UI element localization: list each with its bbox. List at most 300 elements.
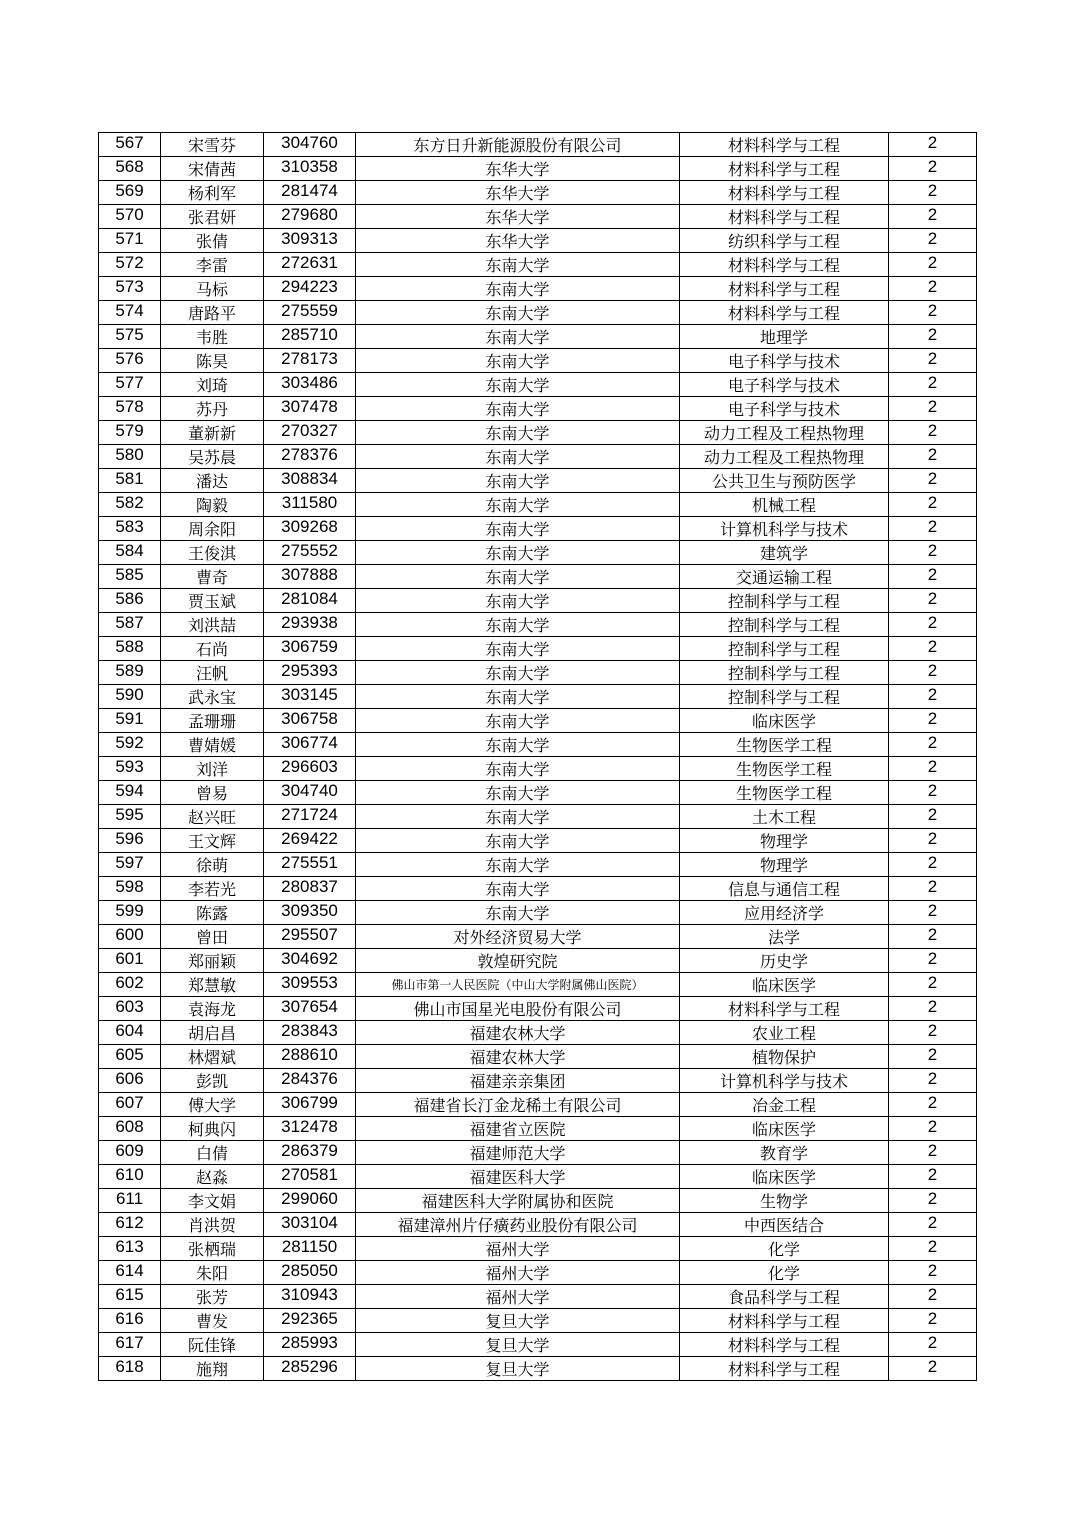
name-cell: 陈露 — [161, 901, 264, 925]
count-cell: 2 — [889, 325, 977, 349]
table-row — [99, 1189, 977, 1213]
name-cell: 王俊淇 — [161, 541, 264, 565]
name-cell: 陶毅 — [161, 493, 264, 517]
table-row — [99, 997, 977, 1021]
row-index-cell: 581 — [99, 469, 161, 493]
table-row — [99, 133, 977, 157]
table-row — [99, 757, 977, 781]
id-cell: 275551 — [264, 853, 356, 877]
row-index-cell: 594 — [99, 781, 161, 805]
discipline-cell: 生物医学工程 — [680, 781, 889, 805]
count-cell: 2 — [889, 685, 977, 709]
row-index-cell: 589 — [99, 661, 161, 685]
name-cell: 肖洪贺 — [161, 1213, 264, 1237]
discipline-cell: 材料科学与工程 — [680, 997, 889, 1021]
count-cell: 2 — [889, 1309, 977, 1333]
name-cell: 刘琦 — [161, 373, 264, 397]
row-index-cell: 602 — [99, 973, 161, 997]
discipline-cell: 控制科学与工程 — [680, 613, 889, 637]
institution-cell: 东南大学 — [356, 373, 680, 397]
count-cell: 2 — [889, 301, 977, 325]
institution-cell: 东南大学 — [356, 517, 680, 541]
id-cell: 278376 — [264, 445, 356, 469]
discipline-cell: 教育学 — [680, 1141, 889, 1165]
row-index-cell: 584 — [99, 541, 161, 565]
name-cell: 李雷 — [161, 253, 264, 277]
row-index-cell: 577 — [99, 373, 161, 397]
discipline-cell: 计算机科学与技术 — [680, 1069, 889, 1093]
name-cell: 宋雪芬 — [161, 133, 264, 157]
id-cell: 312478 — [264, 1117, 356, 1141]
institution-cell: 东南大学 — [356, 541, 680, 565]
discipline-cell: 控制科学与工程 — [680, 589, 889, 613]
id-cell: 303145 — [264, 685, 356, 709]
row-index-cell: 605 — [99, 1045, 161, 1069]
name-cell: 武永宝 — [161, 685, 264, 709]
institution-cell: 东南大学 — [356, 805, 680, 829]
name-cell: 傅大学 — [161, 1093, 264, 1117]
discipline-cell: 纺织科学与工程 — [680, 229, 889, 253]
row-index-cell: 599 — [99, 901, 161, 925]
count-cell: 2 — [889, 661, 977, 685]
roster-table — [98, 132, 977, 1381]
name-cell: 苏丹 — [161, 397, 264, 421]
id-cell: 285993 — [264, 1333, 356, 1357]
row-index-cell: 578 — [99, 397, 161, 421]
discipline-cell: 动力工程及工程热物理 — [680, 445, 889, 469]
count-cell: 2 — [889, 1189, 977, 1213]
row-index-cell: 614 — [99, 1261, 161, 1285]
discipline-cell: 材料科学与工程 — [680, 1357, 889, 1381]
name-cell: 白倩 — [161, 1141, 264, 1165]
discipline-cell: 化学 — [680, 1237, 889, 1261]
id-cell: 310358 — [264, 157, 356, 181]
discipline-cell: 土木工程 — [680, 805, 889, 829]
table-row — [99, 877, 977, 901]
name-cell: 徐萌 — [161, 853, 264, 877]
row-index-cell: 580 — [99, 445, 161, 469]
id-cell: 294223 — [264, 277, 356, 301]
institution-cell: 福建亲亲集团 — [356, 1069, 680, 1093]
table-row — [99, 229, 977, 253]
institution-cell: 东南大学 — [356, 877, 680, 901]
table-row — [99, 301, 977, 325]
row-index-cell: 615 — [99, 1285, 161, 1309]
discipline-cell: 物理学 — [680, 853, 889, 877]
name-cell: 孟珊珊 — [161, 709, 264, 733]
row-index-cell: 567 — [99, 133, 161, 157]
id-cell: 303486 — [264, 373, 356, 397]
table-row — [99, 565, 977, 589]
name-cell: 袁海龙 — [161, 997, 264, 1021]
id-cell: 307654 — [264, 997, 356, 1021]
discipline-cell: 材料科学与工程 — [680, 157, 889, 181]
name-cell: 彭凯 — [161, 1069, 264, 1093]
name-cell: 石尚 — [161, 637, 264, 661]
discipline-cell: 动力工程及工程热物理 — [680, 421, 889, 445]
table-row — [99, 397, 977, 421]
table-row — [99, 541, 977, 565]
table-row — [99, 637, 977, 661]
name-cell: 赵淼 — [161, 1165, 264, 1189]
id-cell: 307888 — [264, 565, 356, 589]
row-index-cell: 610 — [99, 1165, 161, 1189]
row-index-cell: 579 — [99, 421, 161, 445]
discipline-cell: 计算机科学与技术 — [680, 517, 889, 541]
table-row — [99, 925, 977, 949]
id-cell: 295393 — [264, 661, 356, 685]
table-row — [99, 1117, 977, 1141]
table-row — [99, 829, 977, 853]
count-cell: 2 — [889, 733, 977, 757]
institution-cell: 福建农林大学 — [356, 1021, 680, 1045]
discipline-cell: 材料科学与工程 — [680, 301, 889, 325]
id-cell: 272631 — [264, 253, 356, 277]
table-row — [99, 181, 977, 205]
row-index-cell: 617 — [99, 1333, 161, 1357]
table-row — [99, 253, 977, 277]
table-row — [99, 1093, 977, 1117]
institution-cell: 福建医科大学附属协和医院 — [356, 1189, 680, 1213]
discipline-cell: 应用经济学 — [680, 901, 889, 925]
count-cell: 2 — [889, 541, 977, 565]
name-cell: 张芳 — [161, 1285, 264, 1309]
table-row — [99, 1045, 977, 1069]
count-cell: 2 — [889, 445, 977, 469]
count-cell: 2 — [889, 1165, 977, 1189]
count-cell: 2 — [889, 805, 977, 829]
discipline-cell: 电子科学与技术 — [680, 349, 889, 373]
discipline-cell: 控制科学与工程 — [680, 637, 889, 661]
institution-cell: 东南大学 — [356, 397, 680, 421]
name-cell: 张君妍 — [161, 205, 264, 229]
table-row — [99, 469, 977, 493]
name-cell: 汪帆 — [161, 661, 264, 685]
discipline-cell: 机械工程 — [680, 493, 889, 517]
count-cell: 2 — [889, 925, 977, 949]
id-cell: 306774 — [264, 733, 356, 757]
row-index-cell: 596 — [99, 829, 161, 853]
row-index-cell: 582 — [99, 493, 161, 517]
institution-cell: 福建医科大学 — [356, 1165, 680, 1189]
discipline-cell: 交通运输工程 — [680, 565, 889, 589]
table-row — [99, 517, 977, 541]
table-row — [99, 1333, 977, 1357]
id-cell: 306759 — [264, 637, 356, 661]
id-cell: 285296 — [264, 1357, 356, 1381]
count-cell: 2 — [889, 637, 977, 661]
count-cell: 2 — [889, 829, 977, 853]
discipline-cell: 临床医学 — [680, 1117, 889, 1141]
name-cell: 胡启昌 — [161, 1021, 264, 1045]
id-cell: 309268 — [264, 517, 356, 541]
discipline-cell: 材料科学与工程 — [680, 181, 889, 205]
count-cell: 2 — [889, 1285, 977, 1309]
row-index-cell: 601 — [99, 949, 161, 973]
row-index-cell: 607 — [99, 1093, 161, 1117]
row-index-cell: 585 — [99, 565, 161, 589]
name-cell: 王文辉 — [161, 829, 264, 853]
institution-cell: 东华大学 — [356, 229, 680, 253]
discipline-cell: 材料科学与工程 — [680, 253, 889, 277]
count-cell: 2 — [889, 997, 977, 1021]
name-cell: 李若光 — [161, 877, 264, 901]
discipline-cell: 食品科学与工程 — [680, 1285, 889, 1309]
count-cell: 2 — [889, 589, 977, 613]
discipline-cell: 化学 — [680, 1261, 889, 1285]
institution-cell: 东南大学 — [356, 733, 680, 757]
discipline-cell: 历史学 — [680, 949, 889, 973]
institution-cell: 福建省立医院 — [356, 1117, 680, 1141]
count-cell: 2 — [889, 853, 977, 877]
id-cell: 308834 — [264, 469, 356, 493]
discipline-cell: 生物学 — [680, 1189, 889, 1213]
count-cell: 2 — [889, 157, 977, 181]
row-index-cell: 587 — [99, 613, 161, 637]
row-index-cell: 597 — [99, 853, 161, 877]
institution-cell: 福建师范大学 — [356, 1141, 680, 1165]
count-cell: 2 — [889, 373, 977, 397]
name-cell: 朱阳 — [161, 1261, 264, 1285]
table-row — [99, 373, 977, 397]
name-cell: 张栖瑞 — [161, 1237, 264, 1261]
count-cell: 2 — [889, 277, 977, 301]
id-cell: 293938 — [264, 613, 356, 637]
name-cell: 陈昊 — [161, 349, 264, 373]
name-cell: 郑丽颖 — [161, 949, 264, 973]
table-row — [99, 613, 977, 637]
name-cell: 阮佳锋 — [161, 1333, 264, 1357]
discipline-cell: 信息与通信工程 — [680, 877, 889, 901]
id-cell: 309313 — [264, 229, 356, 253]
name-cell: 曹发 — [161, 1309, 264, 1333]
table-row — [99, 661, 977, 685]
table-row — [99, 157, 977, 181]
institution-cell: 东华大学 — [356, 157, 680, 181]
row-index-cell: 570 — [99, 205, 161, 229]
institution-cell: 复旦大学 — [356, 1357, 680, 1381]
table-row — [99, 1237, 977, 1261]
table-row — [99, 973, 977, 997]
count-cell: 2 — [889, 613, 977, 637]
institution-cell: 东南大学 — [356, 661, 680, 685]
id-cell: 271724 — [264, 805, 356, 829]
table-row — [99, 445, 977, 469]
institution-cell: 东华大学 — [356, 205, 680, 229]
id-cell: 286379 — [264, 1141, 356, 1165]
institution-cell: 东南大学 — [356, 445, 680, 469]
name-cell: 李文娟 — [161, 1189, 264, 1213]
row-index-cell: 572 — [99, 253, 161, 277]
institution-cell: 福建漳州片仔癀药业股份有限公司 — [356, 1213, 680, 1237]
institution-cell: 敦煌研究院 — [356, 949, 680, 973]
row-index-cell: 595 — [99, 805, 161, 829]
name-cell: 曹婧媛 — [161, 733, 264, 757]
discipline-cell: 冶金工程 — [680, 1093, 889, 1117]
count-cell: 2 — [889, 877, 977, 901]
table-row — [99, 421, 977, 445]
institution-cell: 东南大学 — [356, 349, 680, 373]
count-cell: 2 — [889, 565, 977, 589]
id-cell: 275559 — [264, 301, 356, 325]
id-cell: 281150 — [264, 1237, 356, 1261]
id-cell: 280837 — [264, 877, 356, 901]
institution-cell: 东南大学 — [356, 493, 680, 517]
count-cell: 2 — [889, 397, 977, 421]
id-cell: 292365 — [264, 1309, 356, 1333]
count-cell: 2 — [889, 1141, 977, 1165]
row-index-cell: 586 — [99, 589, 161, 613]
id-cell: 309350 — [264, 901, 356, 925]
table-row — [99, 1357, 977, 1381]
institution-cell: 东南大学 — [356, 469, 680, 493]
discipline-cell: 临床医学 — [680, 1165, 889, 1189]
count-cell: 2 — [889, 1357, 977, 1381]
row-index-cell: 609 — [99, 1141, 161, 1165]
count-cell: 2 — [889, 349, 977, 373]
institution-cell: 福州大学 — [356, 1285, 680, 1309]
table-row — [99, 685, 977, 709]
id-cell: 288610 — [264, 1045, 356, 1069]
discipline-cell: 生物医学工程 — [680, 733, 889, 757]
id-cell: 270327 — [264, 421, 356, 445]
row-index-cell: 575 — [99, 325, 161, 349]
table-row — [99, 1309, 977, 1333]
table-row — [99, 1213, 977, 1237]
id-cell: 285710 — [264, 325, 356, 349]
institution-cell: 东南大学 — [356, 613, 680, 637]
roster-table-body — [99, 133, 977, 1381]
institution-cell: 东南大学 — [356, 901, 680, 925]
count-cell: 2 — [889, 1117, 977, 1141]
name-cell: 曾易 — [161, 781, 264, 805]
discipline-cell: 临床医学 — [680, 973, 889, 997]
discipline-cell: 农业工程 — [680, 1021, 889, 1045]
count-cell: 2 — [889, 1333, 977, 1357]
table-row — [99, 349, 977, 373]
discipline-cell: 材料科学与工程 — [680, 133, 889, 157]
discipline-cell: 公共卫生与预防医学 — [680, 469, 889, 493]
row-index-cell: 598 — [99, 877, 161, 901]
name-cell: 曾田 — [161, 925, 264, 949]
table-row — [99, 1141, 977, 1165]
name-cell: 吴苏晨 — [161, 445, 264, 469]
row-index-cell: 576 — [99, 349, 161, 373]
institution-cell: 福建省长汀金龙稀土有限公司 — [356, 1093, 680, 1117]
count-cell: 2 — [889, 181, 977, 205]
count-cell: 2 — [889, 1069, 977, 1093]
name-cell: 韦胜 — [161, 325, 264, 349]
table-row — [99, 1261, 977, 1285]
id-cell: 306799 — [264, 1093, 356, 1117]
row-index-cell: 606 — [99, 1069, 161, 1093]
table-row — [99, 277, 977, 301]
id-cell: 311580 — [264, 493, 356, 517]
count-cell: 2 — [889, 205, 977, 229]
discipline-cell: 植物保护 — [680, 1045, 889, 1069]
table-row — [99, 1069, 977, 1093]
name-cell: 刘洋 — [161, 757, 264, 781]
table-row — [99, 1021, 977, 1045]
institution-cell: 福建农林大学 — [356, 1045, 680, 1069]
discipline-cell: 中西医结合 — [680, 1213, 889, 1237]
count-cell: 2 — [889, 493, 977, 517]
discipline-cell: 物理学 — [680, 829, 889, 853]
name-cell: 刘洪喆 — [161, 613, 264, 637]
institution-cell: 东南大学 — [356, 853, 680, 877]
discipline-cell: 材料科学与工程 — [680, 1333, 889, 1357]
table-row — [99, 709, 977, 733]
name-cell: 潘达 — [161, 469, 264, 493]
id-cell: 309553 — [264, 973, 356, 997]
id-cell: 270581 — [264, 1165, 356, 1189]
row-index-cell: 608 — [99, 1117, 161, 1141]
name-cell: 郑慧敏 — [161, 973, 264, 997]
count-cell: 2 — [889, 1237, 977, 1261]
institution-cell: 东南大学 — [356, 637, 680, 661]
table-row — [99, 853, 977, 877]
discipline-cell: 地理学 — [680, 325, 889, 349]
count-cell: 2 — [889, 1021, 977, 1045]
institution-cell: 福州大学 — [356, 1237, 680, 1261]
id-cell: 295507 — [264, 925, 356, 949]
row-index-cell: 573 — [99, 277, 161, 301]
table-row — [99, 1285, 977, 1309]
row-index-cell: 574 — [99, 301, 161, 325]
name-cell: 赵兴旺 — [161, 805, 264, 829]
discipline-cell: 电子科学与技术 — [680, 397, 889, 421]
name-cell: 张倩 — [161, 229, 264, 253]
table-row — [99, 901, 977, 925]
count-cell: 2 — [889, 133, 977, 157]
row-index-cell: 616 — [99, 1309, 161, 1333]
count-cell: 2 — [889, 517, 977, 541]
discipline-cell: 材料科学与工程 — [680, 277, 889, 301]
name-cell: 林熠斌 — [161, 1045, 264, 1069]
count-cell: 2 — [889, 469, 977, 493]
discipline-cell: 电子科学与技术 — [680, 373, 889, 397]
count-cell: 2 — [889, 709, 977, 733]
id-cell: 279680 — [264, 205, 356, 229]
name-cell: 唐路平 — [161, 301, 264, 325]
discipline-cell: 临床医学 — [680, 709, 889, 733]
name-cell: 曹奇 — [161, 565, 264, 589]
count-cell: 2 — [889, 973, 977, 997]
id-cell: 304740 — [264, 781, 356, 805]
institution-cell: 东方日升新能源股份有限公司 — [356, 133, 680, 157]
count-cell: 2 — [889, 1213, 977, 1237]
id-cell: 304692 — [264, 949, 356, 973]
count-cell: 2 — [889, 901, 977, 925]
name-cell: 马标 — [161, 277, 264, 301]
institution-cell: 东南大学 — [356, 301, 680, 325]
id-cell: 285050 — [264, 1261, 356, 1285]
id-cell: 299060 — [264, 1189, 356, 1213]
name-cell: 宋倩茜 — [161, 157, 264, 181]
id-cell: 306758 — [264, 709, 356, 733]
roster-table-container — [98, 132, 976, 1381]
row-index-cell: 612 — [99, 1213, 161, 1237]
table-row — [99, 1165, 977, 1189]
table-row — [99, 493, 977, 517]
institution-cell: 复旦大学 — [356, 1309, 680, 1333]
count-cell: 2 — [889, 421, 977, 445]
id-cell: 278173 — [264, 349, 356, 373]
table-row — [99, 589, 977, 613]
row-index-cell: 590 — [99, 685, 161, 709]
discipline-cell: 材料科学与工程 — [680, 205, 889, 229]
count-cell: 2 — [889, 1045, 977, 1069]
